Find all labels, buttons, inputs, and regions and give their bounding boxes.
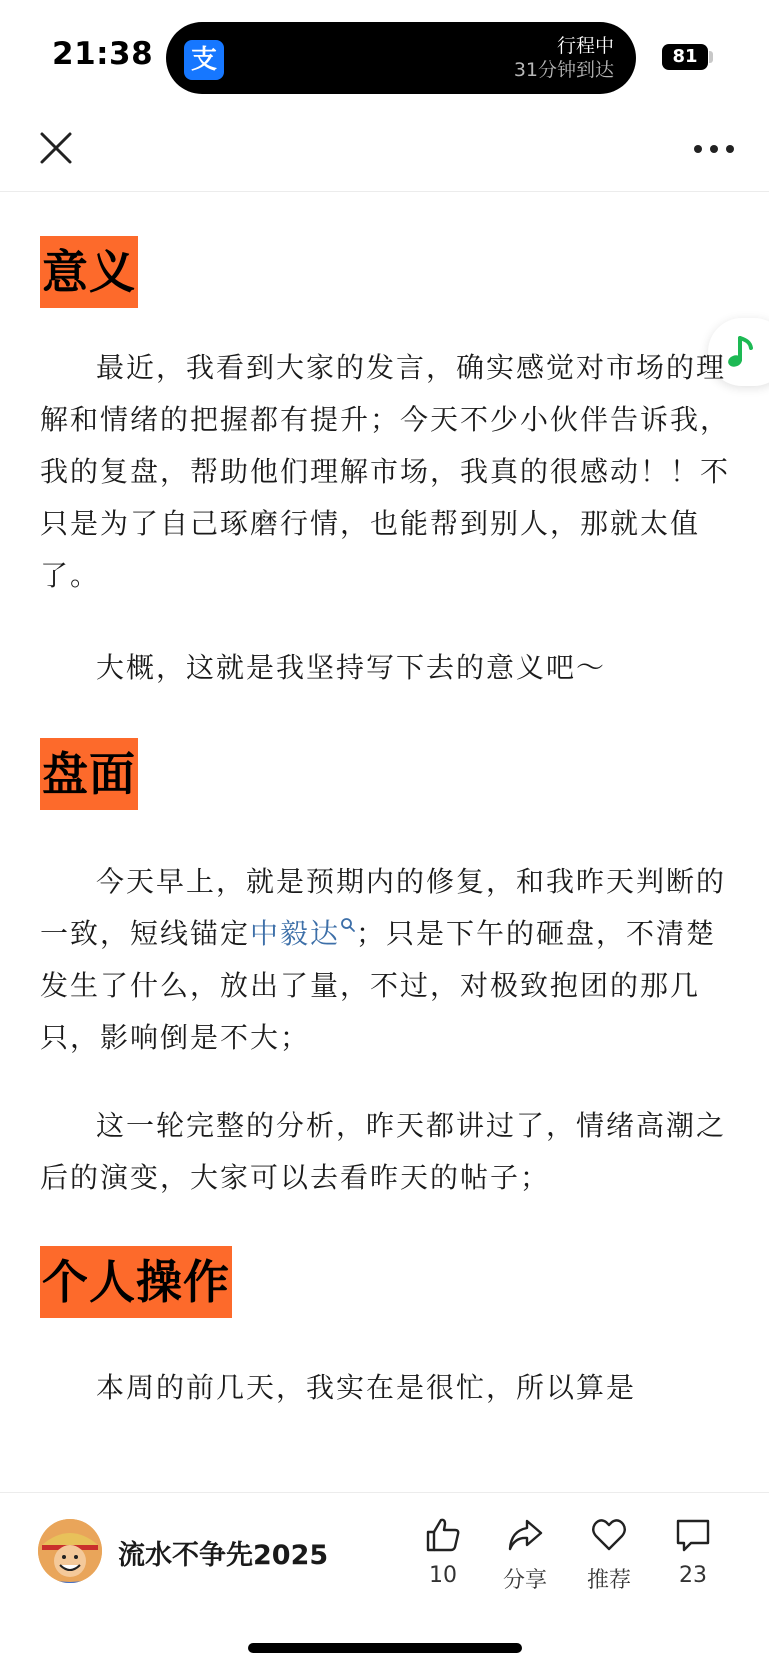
thumbs-up-icon <box>423 1515 463 1555</box>
share-icon <box>505 1515 545 1555</box>
section-heading-market: 盘面 <box>40 738 138 810</box>
recommend-button[interactable] <box>574 1515 644 1594</box>
battery-icon: 81 <box>662 44 708 70</box>
home-indicator[interactable] <box>248 1643 522 1653</box>
share-label: 分享 <box>502 1568 547 1593</box>
island-subtitle: 31分钟到达 <box>513 59 614 81</box>
heart-icon <box>589 1515 629 1555</box>
comment-count: 23 <box>679 1563 707 1588</box>
like-count: 10 <box>429 1563 457 1588</box>
share-button[interactable] <box>490 1515 560 1594</box>
article-content <box>0 192 769 1492</box>
close-button[interactable] <box>36 128 76 168</box>
status-time: 21:38 <box>52 36 154 72</box>
alipay-icon: 支 <box>184 40 224 80</box>
avatar[interactable] <box>38 1519 102 1583</box>
status-bar <box>0 0 769 110</box>
paragraph: 大概，这就是我坚持写下去的意义吧～ <box>96 651 607 684</box>
paragraph: 本周的前几天，我实在是很忙，所以算是 <box>96 1371 637 1404</box>
island-info <box>514 34 614 82</box>
paragraph-text: ；只是下午的砸盘，不清楚发生了什么，放出了量，不过，对极致抱团的那几只，影响倒是不大； <box>40 917 717 1054</box>
comment-icon <box>673 1515 713 1555</box>
section-heading-personal: 个人操作 <box>40 1246 232 1318</box>
more-button[interactable] <box>690 134 738 164</box>
comment-button[interactable] <box>658 1515 728 1588</box>
author-name[interactable]: 流水不争先2025 <box>118 1540 329 1571</box>
island-title: 行程中 <box>556 35 614 57</box>
more-icon <box>690 134 738 164</box>
avatar-image <box>38 1519 102 1583</box>
close-icon <box>36 128 76 168</box>
bottom-bar <box>0 1492 769 1665</box>
paragraph: 这一轮完整的分析，昨天都讲过了，情绪高潮之后的演变，大家可以去看昨天的帖子； <box>40 1109 727 1194</box>
dynamic-island[interactable] <box>166 22 636 94</box>
search-icon[interactable] <box>340 917 356 933</box>
paragraph: 最近，我看到大家的发言，确实感觉对市场的理解和情绪的把握都有提升；今天不少小伙伴告诉我，我的复盘，帮助他们理解市场，我真的很感动！！不只是为了自己琢磨行情，也能帮到别人，那就太值了。 <box>40 351 731 592</box>
stock-link[interactable]: 中毅达 <box>250 917 341 950</box>
recommend-label: 推荐 <box>586 1568 631 1593</box>
nav-bar <box>0 110 769 192</box>
paragraph-text: 今天早上，就是预期内的修复，和我昨天判断的一致，短线锚定 <box>40 865 727 950</box>
paragraph <box>40 856 730 1064</box>
battery-cap <box>709 51 713 63</box>
section-heading-meaning: 意义 <box>40 236 138 308</box>
like-button[interactable] <box>408 1515 478 1588</box>
